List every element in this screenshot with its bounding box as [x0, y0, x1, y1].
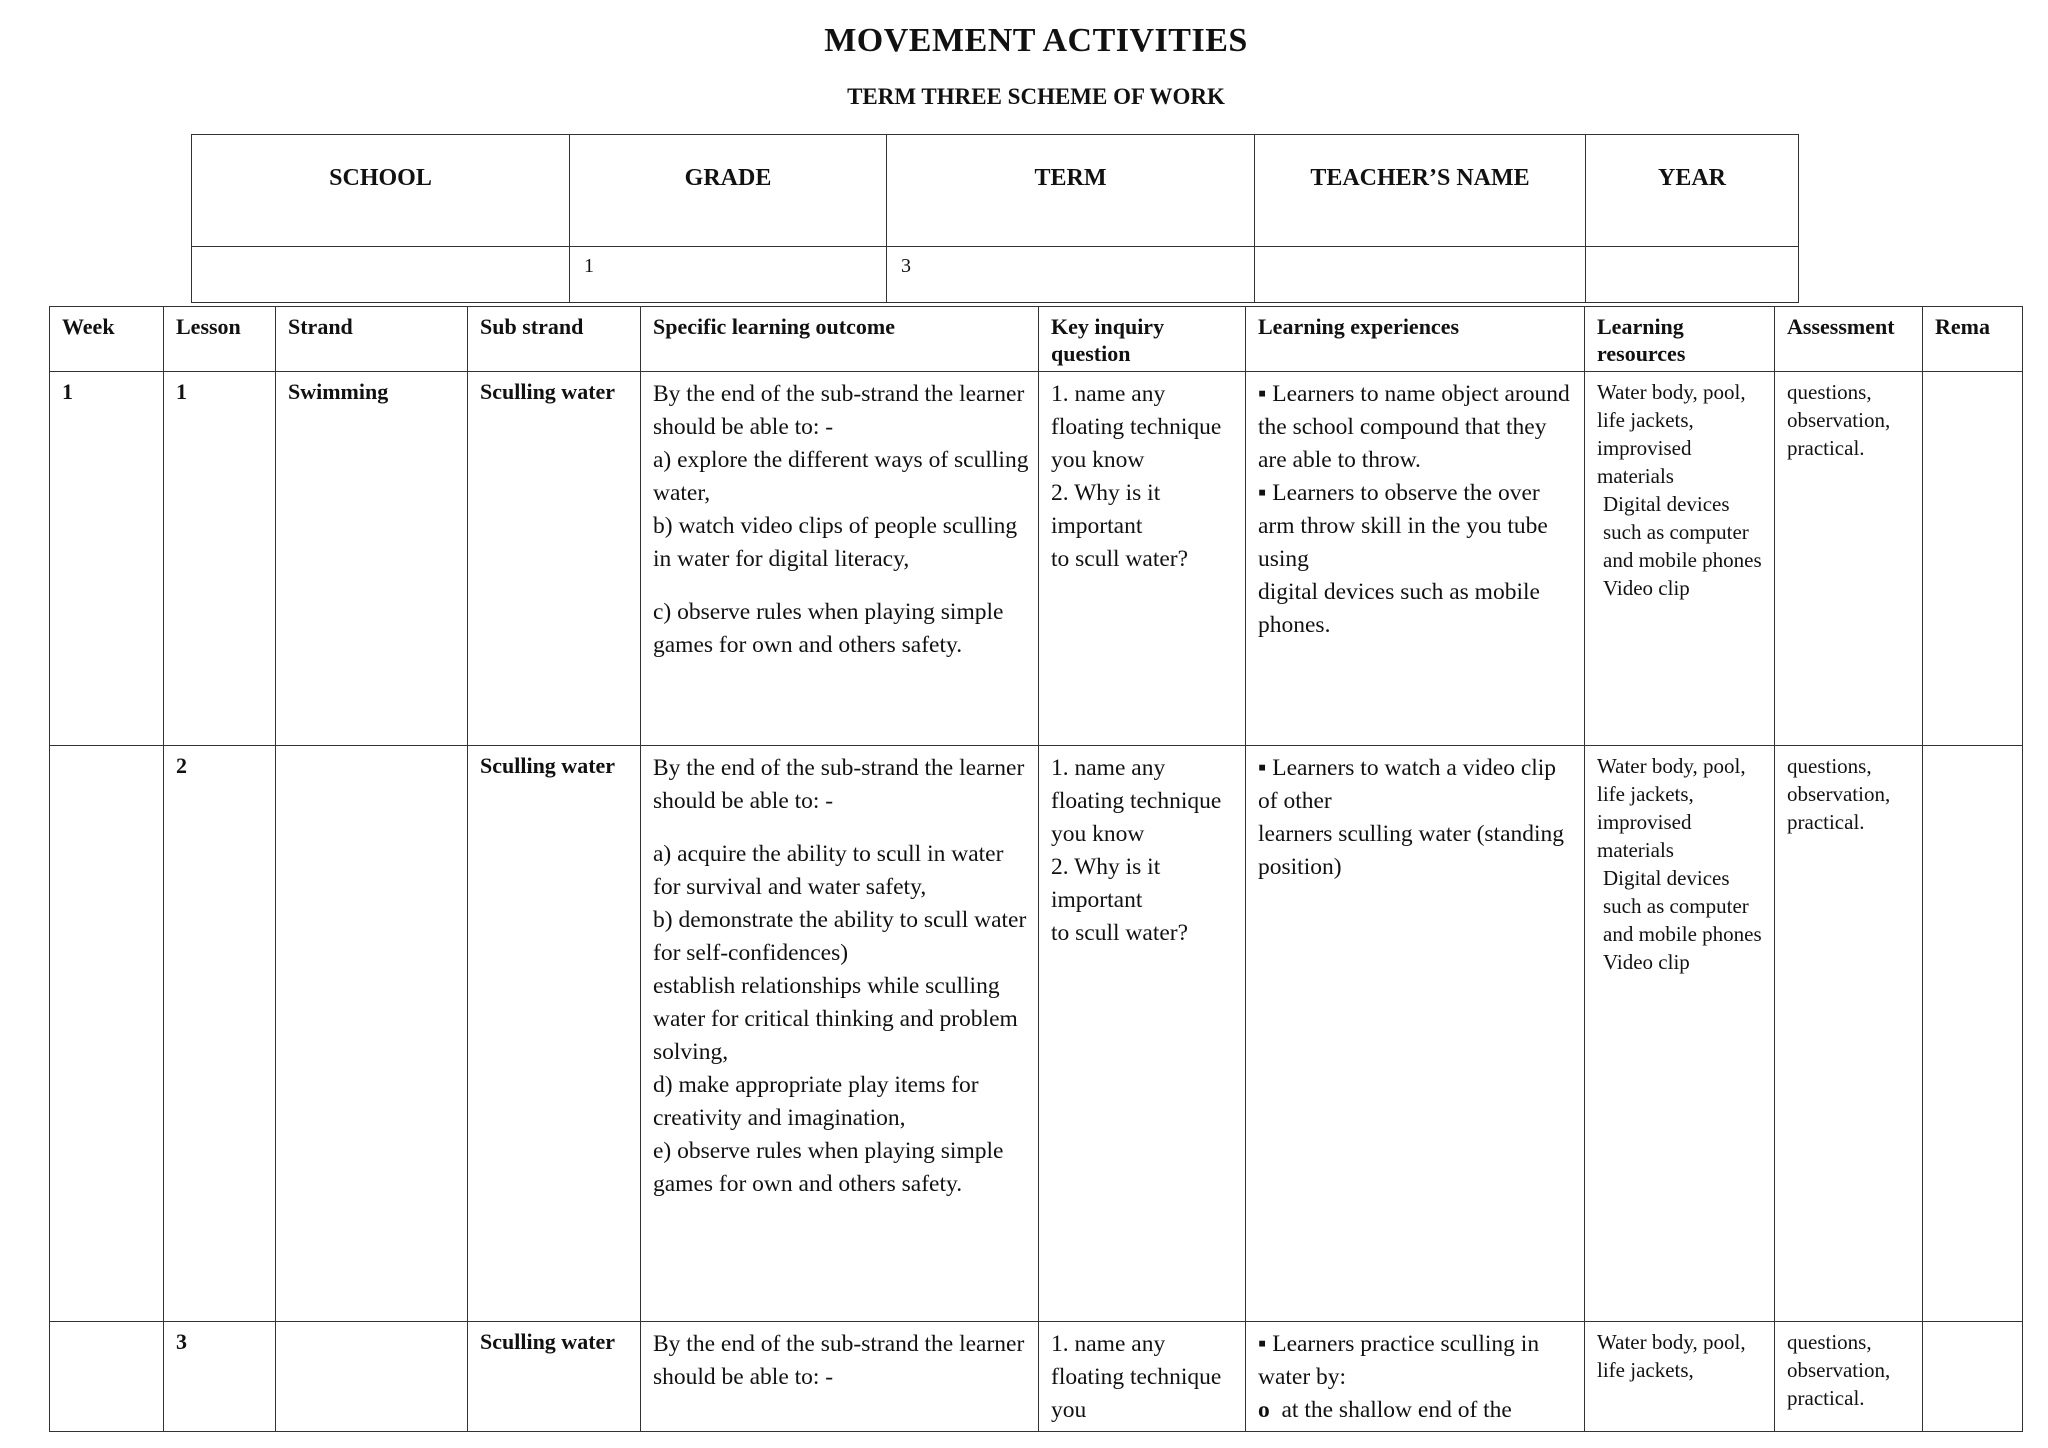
outcome-line: By the end of the sub-strand the learner should be able to: - [653, 381, 1025, 440]
info-value-teacher[interactable] [1255, 247, 1586, 303]
assessment-cell: questions, observation, practical. [1775, 746, 1923, 1322]
lesson-cell: 2 [164, 746, 276, 1322]
info-header-school: SCHOOL [192, 135, 570, 247]
experiences-cell [1246, 1322, 1585, 1432]
info-header-grade: GRADE [570, 135, 887, 247]
table-row [50, 746, 2023, 1322]
experiences-cell [1246, 746, 1585, 1322]
experience-line: ▪ Learners to watch a video clip of other [1258, 752, 1578, 818]
remarks-cell[interactable] [1923, 1322, 2023, 1432]
col-outcome: Specific learning outcome [641, 307, 1039, 372]
inquiry-line: 2. Why is it important [1051, 854, 1161, 913]
outcome-line: By the end of the sub-strand the learner should be able to: - [653, 755, 1025, 814]
inquiry-line: 1. name any floating technique you know [1051, 381, 1222, 473]
col-sub-strand: Sub strand [468, 307, 641, 372]
week-cell [50, 746, 164, 1322]
outcome-line: for survival and water safety, [653, 874, 927, 900]
info-header-teacher: TEACHER’S NAME [1255, 135, 1586, 247]
outcome-line: a) acquire the ability to scull in water [653, 841, 1004, 867]
sub-strand-cell: Sculling water [468, 1322, 641, 1432]
experience-line: ▪ Learners to name object around the school compound that they [1258, 378, 1578, 444]
column-header-row [50, 307, 2023, 372]
assessment-cell: questions, observation, practical. [1775, 1322, 1923, 1432]
info-value-year[interactable] [1586, 247, 1799, 303]
resource-line: Digital devices such as computer and mobile phones [1603, 492, 1762, 572]
inquiry-line: 1. name any floating technique you [1051, 1331, 1222, 1423]
inquiry-line: to scull water? [1051, 920, 1189, 946]
experience-line: digital devices such as mobile phones. [1258, 579, 1540, 638]
col-inquiry: Key inquiry question [1039, 307, 1246, 372]
experience-line: position) [1258, 854, 1342, 880]
inquiry-cell [1039, 372, 1246, 746]
experience-line: learners sculling water (standing [1258, 821, 1565, 847]
outcome-line: e) observe rules when playing simple games for own and others safety. [653, 1138, 1004, 1197]
strand-cell: Swimming [276, 372, 468, 746]
col-lesson: Lesson [164, 307, 276, 372]
strand-cell [276, 746, 468, 1322]
inquiry-line: 2. Why is it important [1051, 480, 1161, 539]
info-value-grade[interactable]: 1 [570, 247, 887, 303]
lesson-cell: 3 [164, 1322, 276, 1432]
col-assessment: Assessment [1775, 307, 1923, 372]
assessment-cell: questions, observation, practical. [1775, 372, 1923, 746]
outcome-line: By the end of the sub-strand the learner should be able to: - [653, 1331, 1025, 1390]
remarks-cell[interactable] [1923, 746, 2023, 1322]
scheme-table [49, 306, 2023, 1432]
resource-line: Water body, pool, life jackets, improvised materials [1597, 754, 1746, 862]
remarks-cell[interactable] [1923, 372, 2023, 746]
info-value-school[interactable] [192, 247, 570, 303]
resources-cell [1585, 372, 1775, 746]
inquiry-cell [1039, 746, 1246, 1322]
week-cell [50, 1322, 164, 1432]
strand-cell [276, 1322, 468, 1432]
resource-line: Water body, pool, life jackets, improvised materials [1597, 380, 1746, 488]
resource-line: Video clip [1603, 950, 1690, 974]
resources-cell [1585, 1322, 1775, 1432]
document-title: MOVEMENT ACTIVITIES [824, 22, 1248, 59]
inquiry-cell [1039, 1322, 1246, 1432]
col-strand: Strand [276, 307, 468, 372]
info-value-row [192, 247, 1799, 303]
col-week: Week [50, 307, 164, 372]
experience-line: are able to throw. [1258, 447, 1421, 473]
inquiry-line: to scull water? [1051, 546, 1189, 572]
outcome-line: b) demonstrate the ability to scull water for self-confidences) [653, 907, 1027, 966]
outcome-cell [641, 372, 1039, 746]
outcome-line: creativity and imagination, [653, 1105, 906, 1131]
info-header-row [192, 135, 1799, 247]
info-value-term[interactable]: 3 [887, 247, 1255, 303]
col-experiences: Learning experiences [1246, 307, 1585, 372]
table-row [50, 1322, 2023, 1432]
info-header-year: YEAR [1586, 135, 1799, 247]
sub-strand-cell: Sculling water [468, 372, 641, 746]
outcome-line: establish relationships while sculling water for critical thinking and problem solving, [653, 973, 1018, 1065]
resource-line: Water body, pool, life jackets, [1597, 1330, 1746, 1382]
resource-line: Digital devices such as computer and mobile phones [1603, 866, 1762, 946]
outcome-cell [641, 746, 1039, 1322]
outcome-line: a) explore the different ways of sculling water, [653, 447, 1029, 506]
col-resources: Learning resources [1585, 307, 1775, 372]
resources-cell [1585, 746, 1775, 1322]
info-header-term: TERM [887, 135, 1255, 247]
experiences-cell [1246, 372, 1585, 746]
outcome-line: b) watch video clips of people sculling in water for digital literacy, [653, 513, 1018, 572]
experience-line: ▪ Learners practice sculling in water by: [1258, 1328, 1578, 1394]
col-remarks: Rema [1923, 307, 2023, 372]
week-cell: 1 [50, 372, 164, 746]
outcome-line: d) make appropriate play items for [653, 1072, 979, 1098]
sub-strand-cell: Sculling water [468, 746, 641, 1322]
document-subtitle: TERM THREE SCHEME OF WORK [847, 84, 1225, 109]
inquiry-line: 1. name any floating technique you know [1051, 755, 1222, 847]
info-table [191, 134, 1799, 303]
experience-line: ▪ Learners to observe the over arm throw skill in the you tube using [1258, 477, 1578, 576]
resource-line: Video clip [1603, 576, 1690, 600]
experience-line: o at the shallow end of the [1258, 1394, 1578, 1427]
outcome-line: c) observe rules when playing simple games for own and others safety. [653, 599, 1004, 658]
lesson-cell: 1 [164, 372, 276, 746]
table-row [50, 372, 2023, 746]
outcome-cell [641, 1322, 1039, 1432]
